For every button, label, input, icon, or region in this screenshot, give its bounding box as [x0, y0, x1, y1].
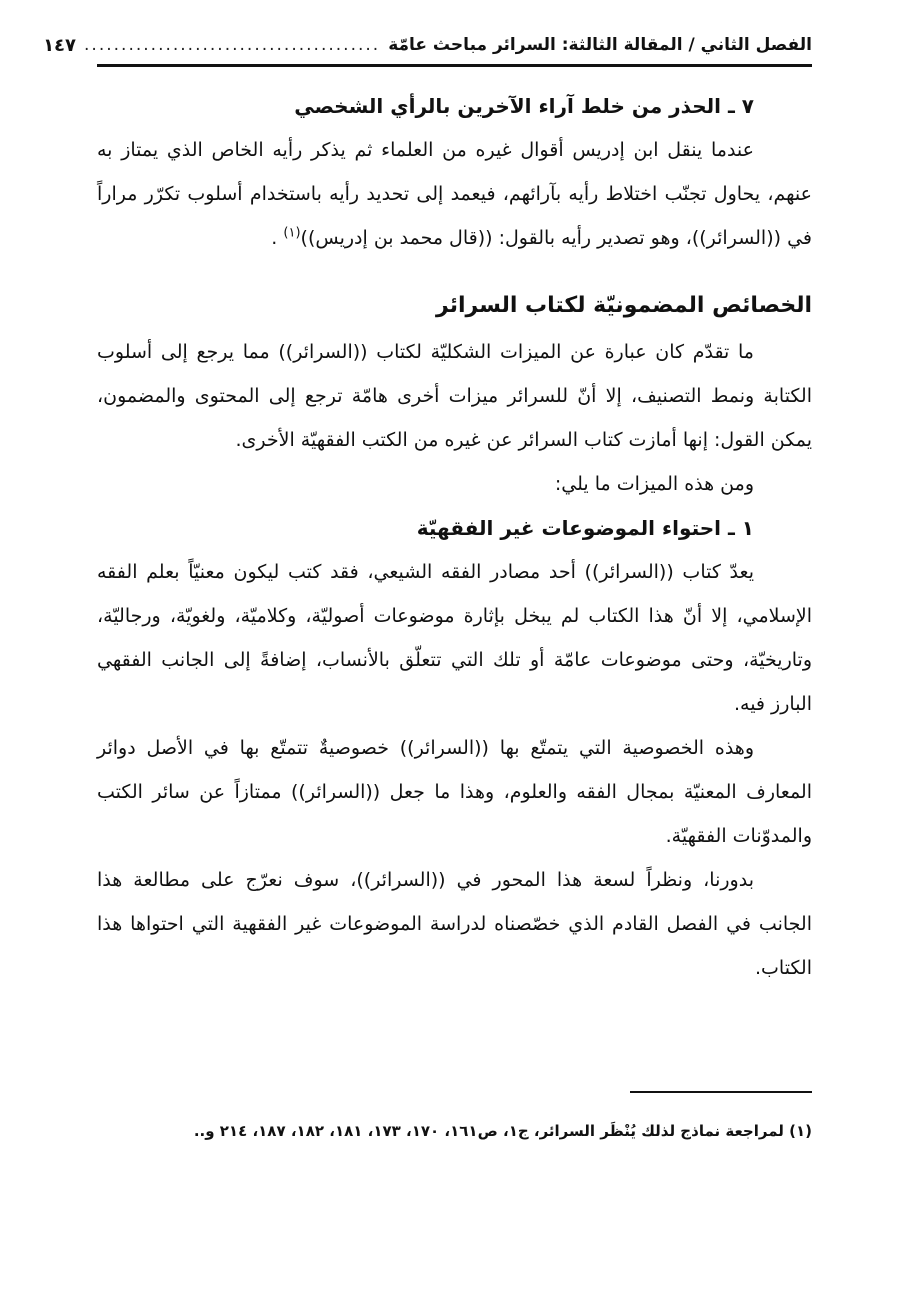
- footnote: (١) لمراجعة نماذج لذلك يُنْظَر السرائر، ج١، ص١٦١، ١٧٠، ١٧٣، ١٨١، ١٨٢، ١٨٧، ٢١٤ و..: [193, 1122, 812, 1140]
- section-7-heading: ٧ ـ الحذر من خلط آراء الآخرين بالرأي الشخصي: [294, 94, 754, 118]
- running-header: [43, 28, 812, 62]
- lead-in-line: ومن هذه الميزات ما يلي:: [554, 473, 754, 495]
- item-1-heading: ١ ـ احتواء الموضوعات غير الفقهيّة: [416, 516, 754, 540]
- section-title: الخصائص المضمونيّة لكتاب السرائر: [436, 293, 812, 318]
- body-paragraph: يعدّ كتاب ((السرائر)) أحد مصادر الفقه الشيعي، فقد كتب ليكون معنيّاً بعلم الفقه الإسلامي، إلا أنّ هذا الكتاب لم يبخل بإثارة موضوعات أصوليّة، وكلاميّة، ولغويّة، ورجاليّة، وتاريخيّة، وحتى موضوعات عامّة أو تلك التي تتعلّق بالأنساب، إضافةً إلى الجانب الفقهي البارز فيه.: [97, 561, 812, 715]
- section-7-tail: .: [271, 227, 284, 249]
- body-paragraph: وهذه الخصوصية التي يتمتّع بها ((السرائر)) خصوصيةٌ تتمتّع بها في الأصل دوائر المعارف المعنيّة بمجال الفقه والعلوم، وهذا ما جعل ((السرائر)) ممتازاً عن سائر الكتب والمدوّنات الفقهيّة.: [97, 737, 812, 847]
- page-body: [97, 84, 812, 990]
- section-7-paragraph: [97, 128, 812, 260]
- section-7-text: عندما ينقل ابن إدريس أقوال غيره من العلماء ثم يذكر رأيه الخاص الذي يمتاز به عنهم، يحاول تجنّب اختلاط رأيه بآرائهم، فيعمد إلى تحديد رأيه باستخدام أسلوب تكرّر مراراً في ((السرائر))، وهو تصدير رأيه بالقول: ((قال محمد بن إدريس)): [97, 139, 812, 249]
- intro-paragraph: ما تقدّم كان عبارة عن الميزات الشكليّة لكتاب ((السرائر)) مما يرجع إلى أسلوب الكتابة ونمط التصنيف، إلا أنّ للسرائر ميزات أخرى هامّة ترجع إلى المحتوى والمضمون، يمكن القول: إنها أمازت كتاب السرائر عن غيره من الكتب الفقهيّة الأخرى.: [97, 341, 812, 451]
- running-header-title: الفصل الثاني / المقالة الثالثة: السرائر مباحث عامّة: [388, 35, 812, 55]
- body-paragraph: بدورنا، ونظراً لسعة هذا المحور في ((السرائر))، سوف نعرّج على مطالعة هذا الجانب في الفصل القادم الذي خصّصناه لدراسة الموضوعات غير الفقهية التي احتواها هذا الكتاب.: [97, 869, 812, 979]
- footnote-reference: (١): [283, 225, 301, 241]
- footnote-rule: [630, 1091, 812, 1093]
- header-rule: [97, 64, 812, 67]
- page-number: ١٤٧: [43, 34, 77, 56]
- dot-leader: ........................................: [84, 35, 381, 55]
